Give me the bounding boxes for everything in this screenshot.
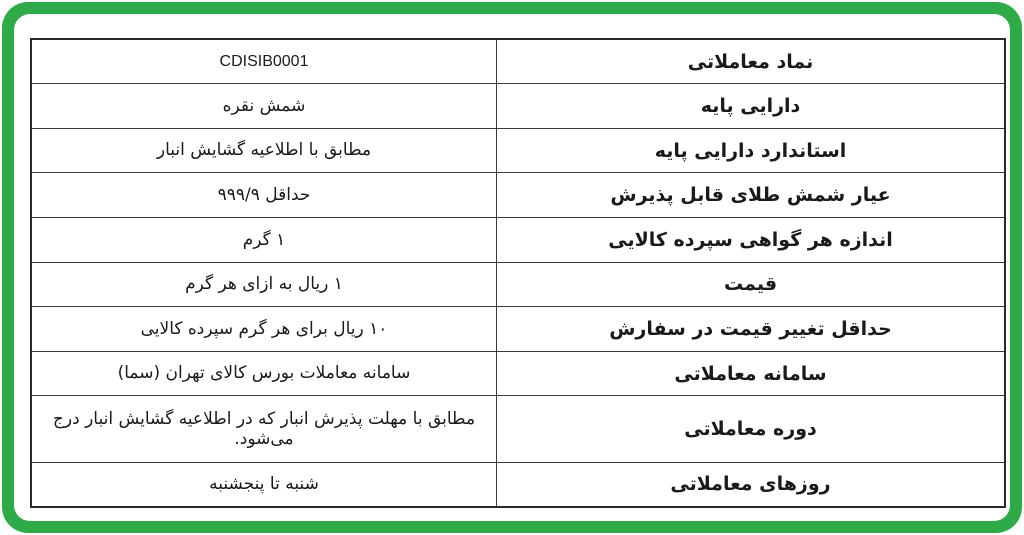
table-row-tick-size <box>31 307 1005 352</box>
row-value: شمش نقره <box>31 84 497 129</box>
row-value: شنبه تا پنجشنبه <box>31 462 497 507</box>
row-label: حداقل تغییر قیمت در سفارش <box>497 307 1006 352</box>
table-row-underlying-asset <box>31 84 1005 129</box>
table-row-trading-system <box>31 351 1005 396</box>
row-label: عیار شمش طلای قابل پذیرش <box>497 173 1006 218</box>
row-label: اندازه هر گواهی سپرده کالایی <box>497 217 1006 262</box>
row-label: نماد معاملاتی <box>497 39 1006 84</box>
green-frame <box>2 2 1022 533</box>
table-row-certificate-size <box>31 217 1005 262</box>
row-value: حداقل ۹۹۹/۹ <box>31 173 497 218</box>
table-row-price <box>31 262 1005 307</box>
content-panel <box>14 14 1010 521</box>
row-value: ۱ ریال به ازای هر گرم <box>31 262 497 307</box>
table-row-purity <box>31 173 1005 218</box>
row-value: مطابق با مهلت پذیرش انبار که در اطلاعیه گشایش انبار درج می‌شود. <box>31 396 497 462</box>
specification-table <box>30 38 1006 508</box>
row-value: ۱ گرم <box>31 217 497 262</box>
row-label: سامانه معاملاتی <box>497 351 1006 396</box>
row-label: دارایی پایه <box>497 84 1006 129</box>
row-label: روزهای معاملاتی <box>497 462 1006 507</box>
row-value: CDISIB0001 <box>31 39 497 84</box>
row-label: استاندارد دارایی پایه <box>497 128 1006 173</box>
table-row-asset-standard <box>31 128 1005 173</box>
row-label: دوره معاملاتی <box>497 396 1006 462</box>
table-row-trading-period <box>31 396 1005 462</box>
table-row-trading-days <box>31 462 1005 507</box>
row-label: قیمت <box>497 262 1006 307</box>
row-value: سامانه معاملات بورس کالای تهران (سما) <box>31 351 497 396</box>
row-value: ۱۰ ریال برای هر گرم سپرده کالایی <box>31 307 497 352</box>
table-row-symbol <box>31 39 1005 84</box>
row-value: مطابق با اطلاعیه گشایش انبار <box>31 128 497 173</box>
